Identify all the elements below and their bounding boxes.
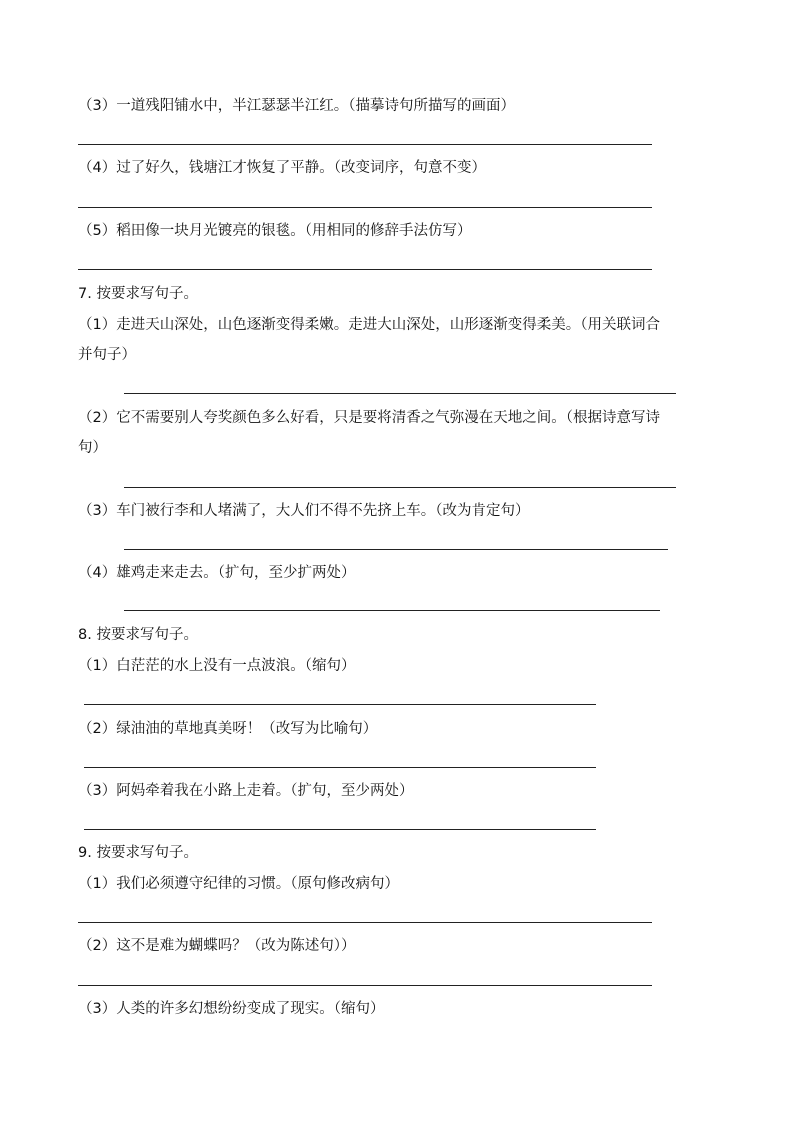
q9-item1-prompt: （1）我们必须遵守纪律的习惯。（原句修改病句） [78, 876, 399, 892]
q9-item3-prompt: （3）人类的许多幻想纷纷变成了现实。（缩句） [78, 1001, 385, 1017]
q8-title: 8. 按要求写句子。 [78, 627, 198, 643]
q8-item1-prompt: （1）白茫茫的水上没有一点波浪。（缩句） [78, 658, 356, 674]
q7-item2-prompt-line1: （2）它不需要别人夸奖颜色多么好看，只是要将清香之气弥漫在天地之间。（根据诗意写诗 [78, 410, 660, 426]
q7-item1-prompt-line1: （1）走进天山深处，山色逐渐变得柔嫩。走进大山深处，山形逐渐变得柔美。（用关联词合 [78, 317, 660, 333]
q7-item2-answer-line[interactable] [124, 487, 676, 488]
q8-item2-prompt: （2）绿油油的草地真美呀！（改写为比喻句） [78, 721, 378, 737]
q7-item1-answer-line[interactable] [124, 393, 676, 394]
q6-item3-answer-line[interactable] [78, 144, 652, 145]
q9-title: 9. 按要求写句子。 [78, 845, 198, 861]
q8-item3-prompt: （3）阿妈牵着我在小路上走着。（扩句，至少两处） [78, 783, 414, 799]
q7-item3-prompt: （3）车门被行李和人堵满了，大人们不得不先挤上车。（改为肯定句） [78, 503, 530, 519]
q8-item1-answer-line[interactable] [84, 704, 596, 705]
q6-item5-prompt: （5）稻田像一块月光镀亮的银毯。（用相同的修辞手法仿写） [78, 223, 472, 239]
q7-item3-answer-line[interactable] [124, 549, 668, 550]
q8-item2-answer-line[interactable] [84, 767, 596, 768]
q9-item1-answer-line[interactable] [78, 922, 652, 923]
q8-item3-answer-line[interactable] [84, 829, 596, 830]
q9-item2-answer-line[interactable] [78, 985, 652, 986]
q7-item4-prompt: （4）雄鸡走来走去。（扩句，至少扩两处） [78, 565, 356, 581]
q7-item1-prompt-line2: 并句子） [78, 347, 136, 363]
q7-title: 7. 按要求写句子。 [78, 286, 198, 302]
q7-item4-answer-line[interactable] [124, 610, 660, 611]
q9-item2-prompt: （2）这不是难为蝴蝶吗？（改为陈述句）） [78, 938, 356, 954]
q6-item4-answer-line[interactable] [78, 207, 652, 208]
q6-item5-answer-line[interactable] [78, 269, 652, 270]
q6-item3-prompt: （3）一道残阳铺水中，半江瑟瑟半江红。（描摹诗句所描写的画面） [78, 98, 515, 114]
q7-item2-prompt-line2: 句） [78, 440, 107, 456]
q6-item4-prompt: （4）过了好久，钱塘江才恢复了平静。（改变词序，句意不变） [78, 160, 486, 176]
